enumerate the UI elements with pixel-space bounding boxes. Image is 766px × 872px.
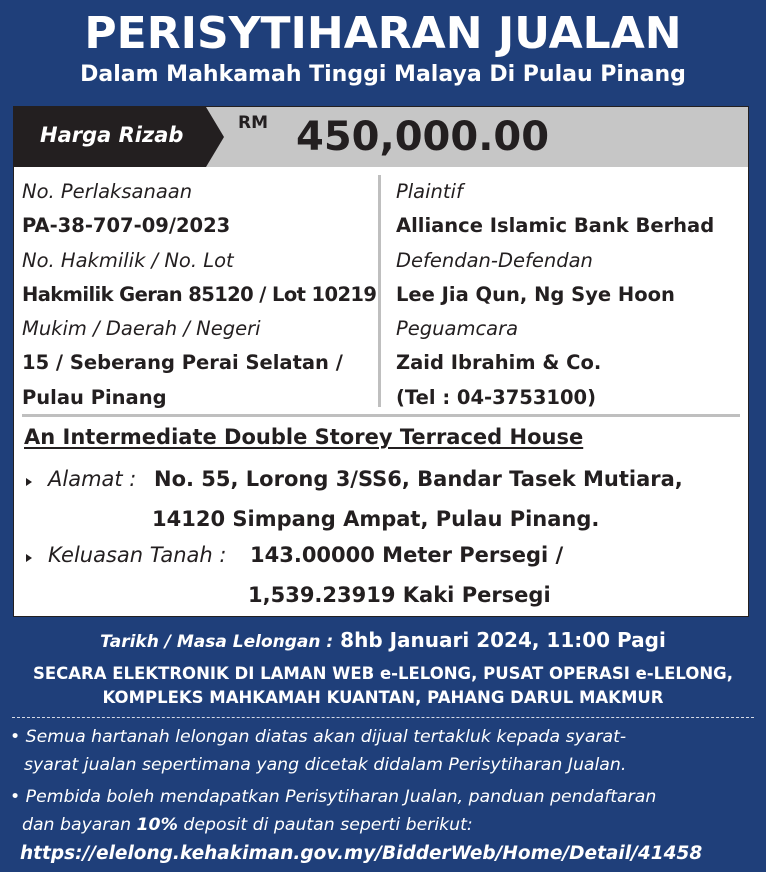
auction-location-line1: SECARA ELEKTRONIK DI LAMAN WEB e-LELONG, PUSAT OPERASI e-LELONG, <box>33 664 733 683</box>
execution-no-label: No. Perlaksanaan <box>22 180 193 203</box>
auction-date-label: Tarikh / Masa Lelongan : <box>100 632 334 652</box>
land-area-sqm: 143.00000 Meter Persegi / <box>250 543 564 567</box>
title-lot-label: No. Hakmilik / No. Lot <box>22 248 234 272</box>
notice-subtitle: Dalam Mahkamah Tinggi Malaya Di Pulau Pinang <box>80 62 686 87</box>
mukim-label: Mukim / Daerah / Negeri <box>22 317 261 341</box>
note1-line2: syarat jualan sepertimana yang dicetak didalam Perisytiharan Jualan. <box>24 755 627 775</box>
plaintiff-value: Alliance Islamic Bank Berhad <box>396 214 715 238</box>
defendants-value: Lee Jia Qun, Ng Sye Hoon <box>396 282 675 306</box>
mukim-value-line2: Pulau Pinang <box>22 385 167 409</box>
mukim-value-line1: 15 / Seberang Perai Selatan / <box>22 351 343 375</box>
title-lot-value: Hakmilik Geran 85120 / Lot 10219 <box>22 282 377 306</box>
note1-line1: • Semua hartanah lelongan diatas akan dijual tertakluk kepada syarat- <box>10 727 627 747</box>
defendants-label: Defendan-Defendan <box>396 248 593 272</box>
plaintiff-label: Plaintif <box>396 180 463 203</box>
notes-divider <box>12 717 754 718</box>
reserve-price-label: Harga Rizab <box>40 123 184 147</box>
reserve-price-tag <box>14 107 224 167</box>
execution-no-value: PA-38-707-09/2023 <box>22 214 231 238</box>
auction-date-value: 8hb Januari 2024, 11:00 Pagi <box>340 628 666 652</box>
address-line2: 14120 Simpang Ampat, Pulau Pinang. <box>152 507 600 531</box>
case-details-left <box>22 175 377 415</box>
property-card <box>13 106 749 617</box>
reserve-price-bar <box>14 107 748 167</box>
currency-label: RM <box>238 113 269 133</box>
reserve-price-amount: 450,000.00 <box>296 114 550 160</box>
lawyer-tel: (Tel : 04-3753100) <box>396 385 597 409</box>
notice-title: PERISYTIHARAN JUALAN <box>84 8 682 59</box>
elelong-link[interactable]: https://elelong.kehakiman.gov.my/BidderWeb/Home/Detail/41458 <box>20 843 703 864</box>
column-divider <box>378 175 381 407</box>
note2-text-a: dan bayaran <box>22 815 137 835</box>
lawyer-value: Zaid Ibrahim & Co. <box>396 351 602 375</box>
triangle-bullet-icon <box>26 554 32 562</box>
address-line1: No. 55, Lorong 3/SS6, Bandar Tasek Mutiara, <box>154 467 683 491</box>
note2-text-c: deposit di pautan seperti berikut: <box>177 815 473 835</box>
address-label: Alamat : <box>48 467 137 491</box>
case-details-right <box>396 175 748 415</box>
triangle-bullet-icon <box>26 478 32 486</box>
note2-line1: • Pembida boleh mendapatkan Perisytiharan Jualan, panduan pendaftaran <box>10 787 657 807</box>
auction-date-line <box>0 628 766 652</box>
property-type-title: An Intermediate Double Storey Terraced House <box>24 425 584 449</box>
land-area-label: Keluasan Tanah : <box>48 543 227 567</box>
deposit-percent: 10% <box>136 815 178 835</box>
auction-location-line2: KOMPLEKS MAHKAMAH KUANTAN, PAHANG DARUL MAKMUR <box>102 688 664 707</box>
lawyer-label: Peguamcara <box>396 317 519 341</box>
land-area-sqft: 1,539.23919 Kaki Persegi <box>248 583 551 607</box>
note2-line2 <box>22 815 473 835</box>
section-divider <box>22 414 740 417</box>
